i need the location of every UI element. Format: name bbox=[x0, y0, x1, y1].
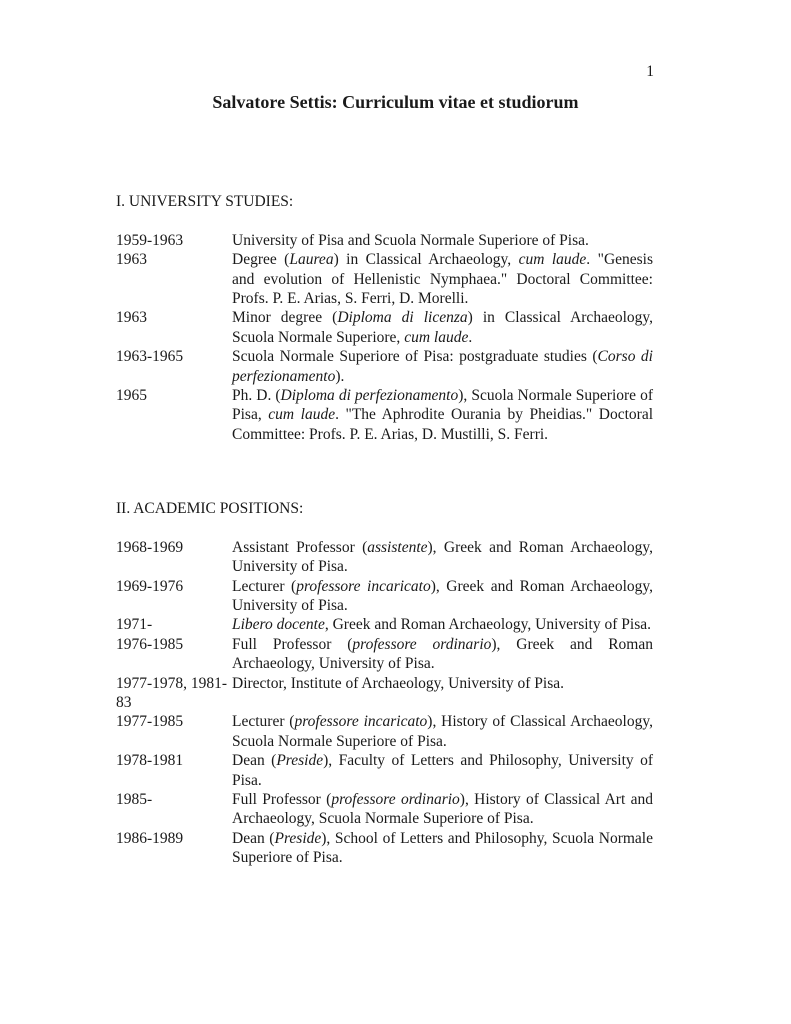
italic-term: assistente bbox=[367, 538, 428, 556]
italic-term: Diploma di licenza bbox=[337, 309, 468, 327]
italic-term: cum laude bbox=[268, 406, 336, 424]
entry-description bbox=[232, 347, 653, 386]
entry-description bbox=[232, 829, 653, 868]
entry-row bbox=[116, 231, 656, 250]
text-run: Director, Institute of Archaeology, University of Pisa. bbox=[232, 674, 564, 692]
text-run: Lecturer ( bbox=[232, 577, 297, 595]
entry-date: 1963 bbox=[116, 309, 147, 327]
entry-description bbox=[232, 577, 653, 616]
text-run: , Greek and Roman Archaeology, University of Pisa. bbox=[324, 616, 651, 634]
entry-date: 1963 bbox=[116, 251, 147, 269]
text-run: ), Scuola Normale Superiore of Pisa, bbox=[232, 387, 654, 424]
entry-list bbox=[116, 538, 656, 868]
page-number: 1 bbox=[646, 63, 654, 80]
entry-date: 1977-1985 bbox=[116, 713, 184, 731]
entry-row bbox=[116, 790, 656, 829]
text-run: ), Greek and Roman Archaeology, University of Pisa. bbox=[232, 538, 653, 576]
entry-row bbox=[116, 538, 656, 577]
entry-row bbox=[116, 386, 656, 444]
entry-row bbox=[116, 347, 656, 386]
section-heading: II. ACADEMIC POSITIONS: bbox=[116, 500, 304, 517]
italic-term: cum laude bbox=[518, 251, 587, 269]
text-run: ), History of Classical Archaeology, Scuola Normale Superiore of Pisa. bbox=[232, 713, 653, 750]
text-run: Assistant Professor ( bbox=[232, 538, 368, 556]
entry-date: 1971- bbox=[116, 616, 153, 634]
text-run: Full Professor ( bbox=[232, 635, 353, 653]
entry-row bbox=[116, 635, 656, 674]
italic-term: Preside bbox=[276, 752, 324, 770]
entry-row bbox=[116, 712, 656, 751]
text-run: Degree ( bbox=[232, 251, 290, 269]
italic-term: Preside bbox=[274, 829, 322, 847]
entry-row bbox=[116, 674, 656, 713]
italic-term: Corso di perfezionamento bbox=[232, 348, 653, 385]
text-run: Minor degree ( bbox=[232, 309, 338, 327]
text-run: Dean ( bbox=[232, 829, 275, 847]
entry-description bbox=[232, 250, 653, 308]
entry-description bbox=[232, 635, 653, 674]
entry-list bbox=[116, 231, 656, 444]
entry-description bbox=[232, 386, 653, 444]
italic-term: Laurea bbox=[289, 251, 334, 269]
entry-row bbox=[116, 250, 656, 308]
entry-description bbox=[232, 790, 653, 829]
italic-term: professore incaricato bbox=[296, 577, 431, 595]
text-run: ), History of Classical Art and Archaeology, Scuola Normale Superiore of Pisa. bbox=[232, 791, 653, 828]
text-run: ), Faculty of Letters and Philosophy, University of Pisa. bbox=[232, 752, 653, 789]
entry-date: 1963-1965 bbox=[116, 348, 184, 366]
text-run: University of Pisa and Scuola Normale Superiore of Pisa. bbox=[232, 231, 589, 249]
section-heading: I. UNIVERSITY STUDIES: bbox=[116, 193, 294, 210]
entry-row bbox=[116, 308, 656, 347]
document-title: Salvatore Settis: Curriculum vitae et studiorum bbox=[212, 92, 579, 112]
text-run: ) in Classical Archaeology, Scuola Normale Superiore, bbox=[232, 309, 654, 346]
entry-description bbox=[232, 231, 653, 250]
text-run: ), School of Letters and Philosophy, Scuola Normale Superiore of Pisa. bbox=[232, 829, 653, 867]
italic-term: professore ordinario bbox=[352, 635, 492, 653]
text-run: Dean ( bbox=[232, 752, 277, 770]
entry-date: 1976-1985 bbox=[116, 635, 184, 653]
italic-term: Libero docente bbox=[232, 616, 325, 634]
text-run: Scuola Normale Superiore of Pisa: postgraduate studies ( bbox=[232, 348, 598, 366]
text-run: ). bbox=[335, 367, 345, 385]
italic-term: cum laude bbox=[404, 328, 469, 346]
entry-row bbox=[116, 615, 656, 634]
text-run: ), Greek and Roman Archaeology, University of Pisa. bbox=[232, 577, 653, 614]
entry-date: 1978-1981 bbox=[116, 752, 184, 770]
entry-description bbox=[232, 308, 653, 347]
entry-row bbox=[116, 751, 656, 790]
entry-date: 1968-1969 bbox=[116, 538, 184, 556]
italic-term: professore ordinario bbox=[331, 791, 460, 809]
entry-row bbox=[116, 577, 656, 616]
text-run: Full Professor ( bbox=[232, 791, 332, 809]
entry-description bbox=[232, 615, 653, 634]
entry-description bbox=[232, 751, 653, 790]
text-run: ) in Classical Archaeology, bbox=[333, 251, 519, 269]
section-academic-positions bbox=[116, 499, 656, 868]
text-run: ), Greek and Roman Archaeology, University of Pisa. bbox=[232, 635, 653, 673]
entry-date: 1986-1989 bbox=[116, 829, 184, 847]
text-run: . "The Aphrodite Ourania by Pheidias." Doctoral Committee: Profs. P. E. Arias, D. Mustilli, S. Ferri. bbox=[232, 406, 654, 443]
entry-date: 1977-1978, 1981-83 bbox=[116, 674, 228, 712]
text-run: . "Genesis and evolution of Hellenistic Nymphaea." Doctoral Committee: Profs. P. E. Arias, S. Ferri, D. Morelli. bbox=[232, 251, 654, 307]
section-university-studies bbox=[116, 192, 656, 444]
text-run: Lecturer ( bbox=[232, 713, 295, 731]
text-run: Ph. D. ( bbox=[232, 387, 281, 405]
italic-term: professore incaricato bbox=[294, 713, 428, 731]
entry-date: 1969-1976 bbox=[116, 577, 184, 595]
italic-term: Diploma di perfezionamento bbox=[280, 387, 459, 405]
entry-date: 1959-1963 bbox=[116, 231, 184, 249]
entry-date: 1965 bbox=[116, 387, 147, 405]
entry-date: 1985- bbox=[116, 791, 153, 809]
entry-row bbox=[116, 829, 656, 868]
text-run: . bbox=[468, 328, 473, 346]
entry-description bbox=[232, 674, 653, 713]
entry-description bbox=[232, 712, 653, 751]
entry-description bbox=[232, 538, 653, 577]
